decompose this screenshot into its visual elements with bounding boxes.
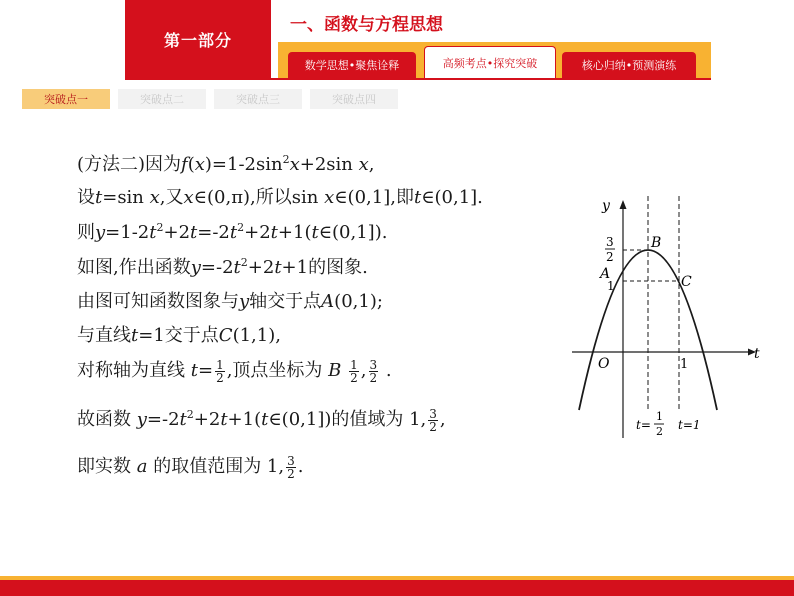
tick-1: 1 xyxy=(680,357,689,372)
page-title: 一、函数与方程思想 xyxy=(290,15,443,35)
fraction-three-halves: $\frac{3}{2}$ xyxy=(287,453,295,481)
label-B: B xyxy=(651,235,662,251)
y-two: 2 xyxy=(606,250,614,264)
fraction-three-halves: $\frac{3}{2}$ xyxy=(369,357,378,385)
solution-line-1: (方法二)因为$f(x)=1-2\sin^2x+2\sin$ x, xyxy=(77,153,375,175)
parabola-graph xyxy=(566,188,776,448)
tab-hot-points[interactable]: 高频考点•探究突破 xyxy=(424,46,556,79)
solution-line-7: 对称轴为直线 t= $\frac{1}{2}$ ,顶点坐标为 B $\frac{1}{2}$ , $\frac{3}{2}$ . xyxy=(77,357,392,385)
subtab-point-1[interactable]: 突破点一 xyxy=(22,89,110,109)
label-A: A xyxy=(600,266,611,282)
solution-line-4: 如图,作出函数$y=-2t^2+2t+1$的图象. xyxy=(77,256,368,278)
subtab-point-2[interactable]: 突破点二 xyxy=(118,89,206,109)
label-C: C xyxy=(681,274,692,290)
fraction-three-halves: $\frac{3}{2}$ xyxy=(429,406,437,434)
label-line-one: t=1 xyxy=(678,418,701,432)
label-t: t xyxy=(754,346,760,362)
solution-line-5: 由图可知函数图象与y轴交于点A(0,1); xyxy=(77,291,383,312)
label-origin: O xyxy=(598,356,610,372)
subtab-point-3[interactable]: 突破点三 xyxy=(214,89,302,109)
subtab-point-4[interactable]: 突破点四 xyxy=(310,89,398,109)
tab-thinking[interactable]: 数学思想•聚焦诠释 xyxy=(288,52,416,78)
footer-bar xyxy=(0,580,794,596)
solution-line-6: 与直线t=1交于点C(1,1), xyxy=(77,325,281,346)
y-axis-arrow xyxy=(620,200,627,209)
solution-line-8: 故函数 $y=-2t^2+2t+1(t\in(0,1])$的值域为 1, $\frac{3}{2}$ , xyxy=(77,406,446,434)
label-y: y xyxy=(602,198,610,214)
half-num: 1 xyxy=(656,410,663,423)
y-three: 3 xyxy=(606,235,614,249)
label-line-half: t= xyxy=(636,418,651,432)
half-den: 2 xyxy=(656,425,663,438)
section-label xyxy=(125,0,271,78)
tab-summary[interactable]: 核心归纳•预测演练 xyxy=(562,52,696,78)
solution-line-3: 则$y=1-2t^2+2t=-2t^2+2t+1(t\in(0,1])$. xyxy=(77,221,388,243)
y-one: 1 xyxy=(607,279,615,293)
fraction-half: $\frac{1}{2}$ xyxy=(350,357,358,385)
solution-line-2: 设t=sin x,又x∈(0,π),所以sin x∈(0,1],即t∈(0,1]. xyxy=(77,187,483,208)
solution-line-9: 即实数 a 的取值范围为 1, $\frac{3}{2}$ . xyxy=(77,453,304,481)
header-divider xyxy=(125,78,711,80)
section-label-text: 第一部分 xyxy=(163,30,232,50)
fraction-half: $\frac{1}{2}$ xyxy=(216,357,224,385)
page-number: -7- xyxy=(740,52,760,68)
